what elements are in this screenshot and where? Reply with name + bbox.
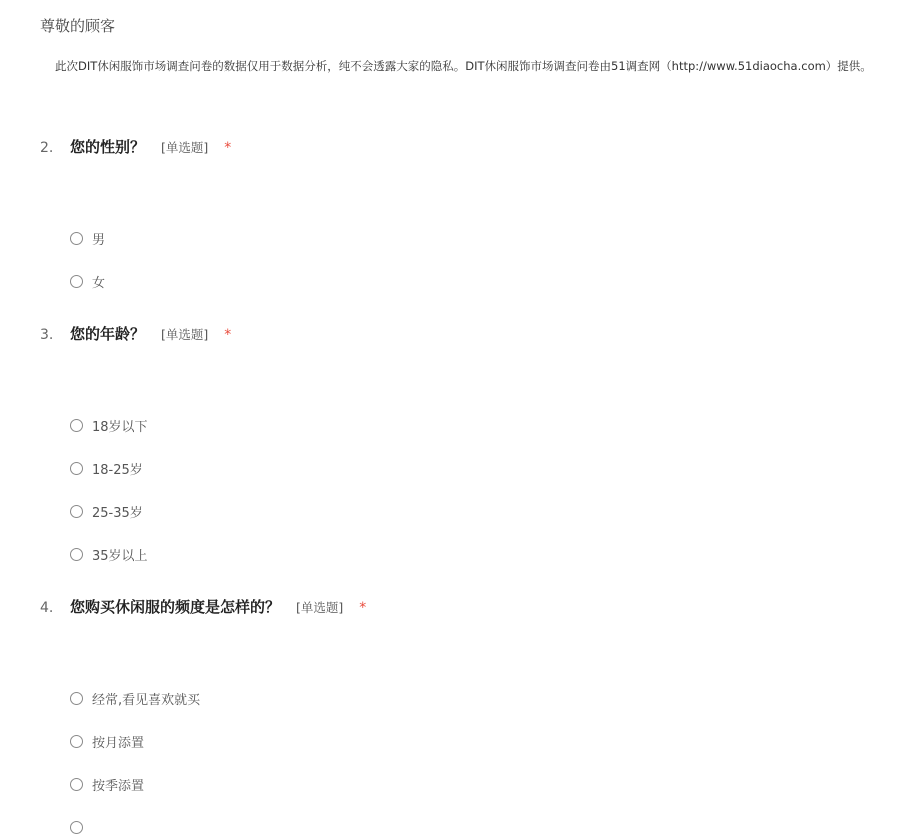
question-type-label: [单选题]	[161, 140, 209, 155]
question-type-label: [单选题]	[161, 327, 209, 342]
question-type-label: [单选题]	[296, 600, 344, 615]
option-label: 18-25岁	[92, 462, 143, 478]
option-label: 35岁以上	[92, 548, 148, 564]
radio-button[interactable]	[70, 548, 83, 561]
radio-button[interactable]	[70, 419, 83, 432]
option-age-under-18[interactable]	[70, 415, 148, 435]
survey-intro: 此次DIT休闲服饰市场调查问卷的数据仅用于数据分析，纯不会透露大家的隐私。DIT休闲服饰市场调查问卷由51调查网（http://www.51diaocha.com）提供。	[55, 59, 872, 73]
option-partially-visible[interactable]	[70, 817, 92, 837]
option-age-25-35[interactable]	[70, 501, 143, 521]
survey-greeting: 尊敬的顾客	[40, 17, 116, 35]
radio-button[interactable]	[70, 692, 83, 705]
option-seasonal[interactable]	[70, 774, 144, 794]
radio-button[interactable]	[70, 821, 83, 834]
option-label: 女	[92, 275, 106, 291]
option-monthly[interactable]	[70, 731, 144, 751]
option-label: 25-35岁	[92, 505, 143, 521]
option-female[interactable]	[70, 271, 105, 291]
question-title: 您的性别？	[70, 138, 146, 156]
option-label: 男	[92, 232, 106, 248]
radio-button[interactable]	[70, 232, 83, 245]
option-male[interactable]	[70, 228, 105, 248]
question-gender	[40, 136, 880, 291]
option-label: 经常,看见喜欢就买	[92, 692, 201, 708]
question-number: 3.	[40, 327, 54, 343]
required-mark: *	[359, 600, 367, 616]
radio-button[interactable]	[70, 462, 83, 475]
question-title: 您购买休闲服的频度是怎样的？	[70, 598, 281, 616]
option-age-18-25[interactable]	[70, 458, 143, 478]
question-header	[40, 136, 880, 158]
question-number: 4.	[40, 600, 54, 616]
required-mark: *	[224, 140, 232, 156]
option-age-over-35[interactable]	[70, 544, 148, 564]
question-header	[40, 596, 880, 618]
radio-button[interactable]	[70, 275, 83, 288]
option-label: 按季添置	[92, 778, 145, 794]
radio-button[interactable]	[70, 735, 83, 748]
question-purchase-frequency	[40, 596, 880, 794]
option-label: 按月添置	[92, 735, 145, 751]
question-age	[40, 323, 880, 564]
question-header	[40, 323, 880, 345]
option-often-buy[interactable]	[70, 688, 200, 708]
option-label: 18岁以下	[92, 419, 148, 435]
radio-button[interactable]	[70, 778, 83, 791]
question-title: 您的年龄？	[70, 325, 146, 343]
required-mark: *	[224, 327, 232, 343]
question-number: 2.	[40, 140, 54, 156]
radio-button[interactable]	[70, 505, 83, 518]
